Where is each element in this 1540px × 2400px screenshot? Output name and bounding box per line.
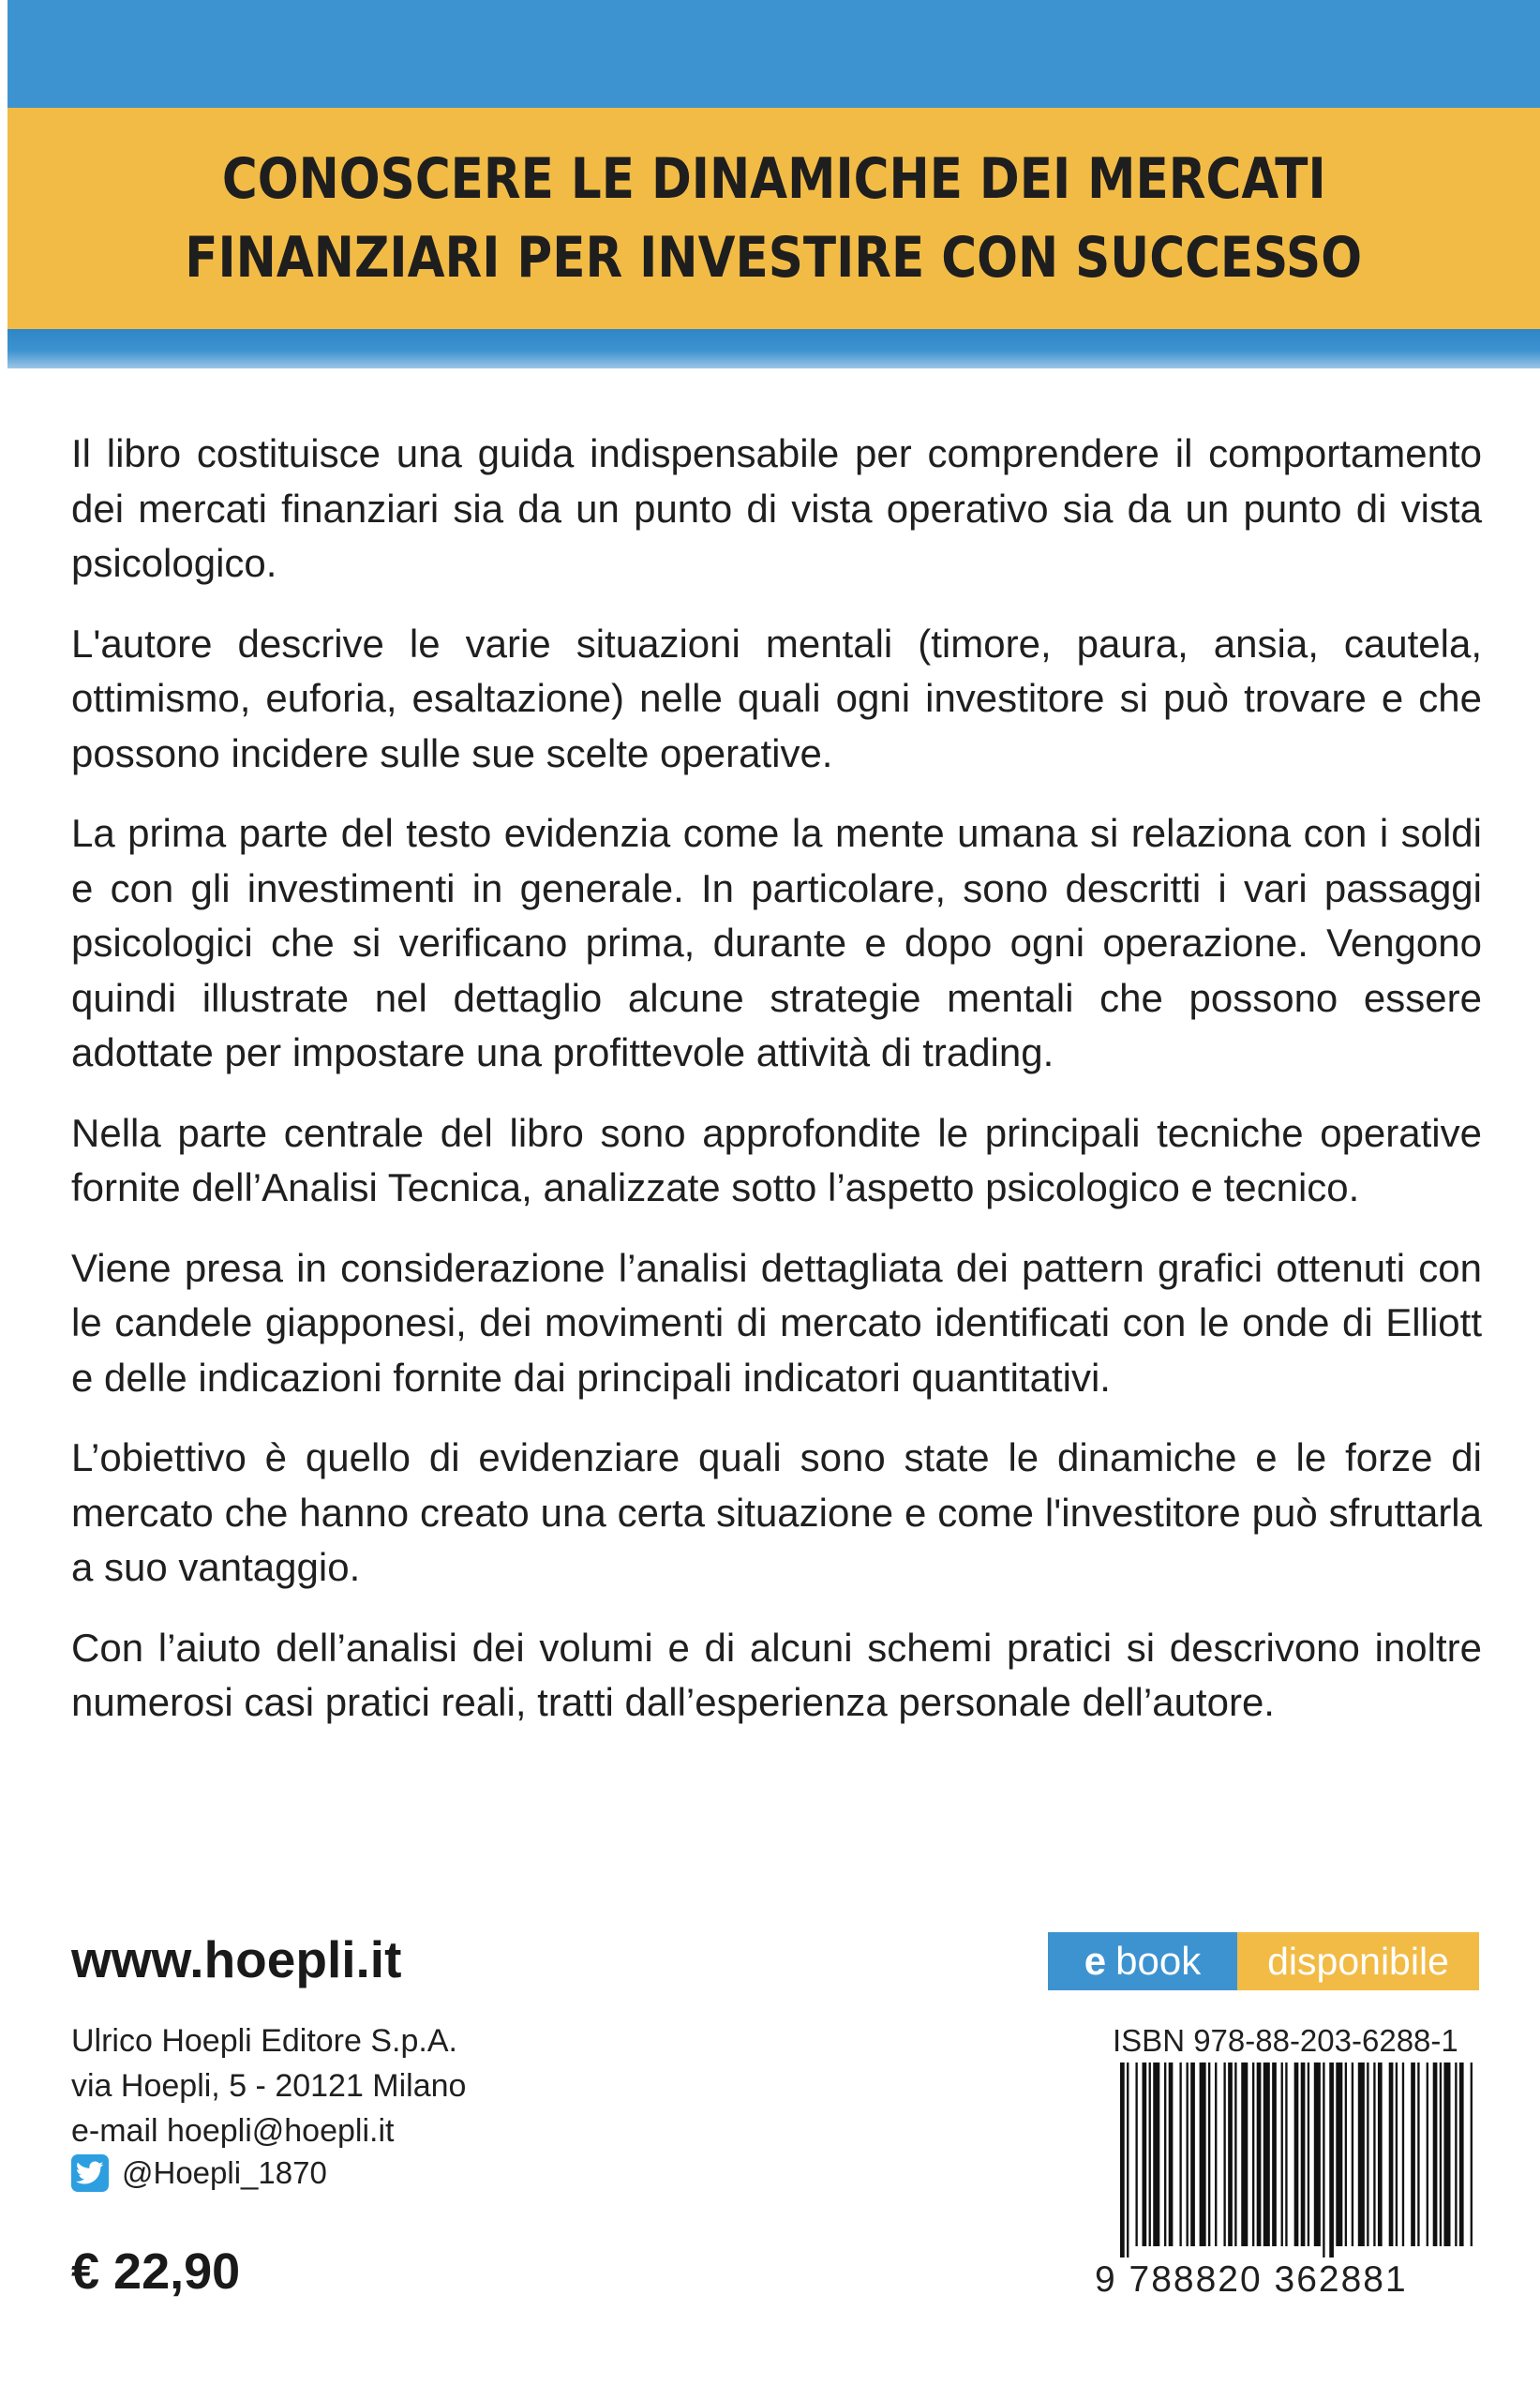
publisher-street: via Hoepli, 5 - 20121 Milano <box>71 2068 467 2104</box>
title-line-1: CONOSCERE LE DINAMICHE DEI MERCATI <box>221 146 1326 212</box>
barcode-bar <box>1281 2062 1283 2246</box>
barcode-bar <box>1352 2062 1353 2246</box>
publisher-name: Ulrico Hoepli Editore S.p.A. <box>71 2023 457 2059</box>
paragraph-3: La prima parte del testo evidenzia come la mente umana si relaziona con i soldi e con gli investimenti in generale. In particolare, sono descritti i vari passaggi psicologici che si verificano prima, durante e dopo ogni operazione. Vengono quindi illustrate nel dettaglio alcune strategie mentali che possono essere adottate per impostare una profittevole attività di trading. <box>71 811 1482 1074</box>
barcode-bar <box>1208 2062 1210 2246</box>
title-banner <box>7 108 1540 329</box>
paragraph-6: L’obiettivo è quello di evidenziare quali sono state le dinamiche e le forze di mercato che hanno creato una certa situazione e come l'investitore può sfruttarla a suo vantaggio. <box>71 1435 1482 1589</box>
barcode-bar <box>1149 2062 1151 2246</box>
barcode-bar <box>1329 2062 1334 2258</box>
barcode-bar <box>1252 2062 1254 2246</box>
barcode-bar <box>1153 2062 1159 2246</box>
barcode-bar <box>1200 2062 1206 2246</box>
barcode-bar <box>1455 2062 1457 2246</box>
paragraph-5: Viene presa in considerazione l’analisi dettagliata dei pattern grafici ottenuti con le candele giapponesi, dei movimenti di mercato identificati con le onde di Elliott e delle indicazioni fornite dai principali indicatori quantitativi. <box>71 1245 1482 1400</box>
paragraph-2: L'autore descrive le varie situazioni mentali (timore, paura, ansia, cautela, ottimismo, euforia, esaltazione) nelle quali ogni investitore si può trovare e che possono incidere sulle sue scelte operative. <box>71 621 1482 775</box>
publisher-website: www.hoepli.it <box>71 1930 402 1988</box>
barcode-bar <box>1169 2062 1174 2246</box>
barcode-bar <box>1433 2062 1438 2246</box>
barcode-bar <box>1120 2062 1125 2258</box>
barcode-bar <box>1301 2062 1306 2246</box>
barcode-bar <box>1427 2062 1428 2246</box>
barcode-bar <box>1471 2062 1473 2246</box>
description-text <box>71 427 1482 1756</box>
barcode-bar <box>1241 2062 1248 2246</box>
barcode-bar <box>1459 2062 1464 2246</box>
barcode-bar <box>1417 2062 1419 2246</box>
paragraph-7: Con l’aiuto dell’analisi dei volumi e di alcuni schemi pratici si descrivono inoltre numerosi casi pratici reali, tratti dall’esperienza personale dell’autore. <box>71 1625 1482 1724</box>
barcode-bar <box>1402 2062 1404 2246</box>
publisher-address <box>71 2018 466 2153</box>
barcode-bar <box>1164 2062 1166 2246</box>
price: € 22,90 <box>71 2243 241 2300</box>
barcode-bar <box>1143 2062 1147 2246</box>
barcode-bar <box>1215 2062 1217 2246</box>
barcode-bar <box>1190 2062 1195 2246</box>
barcode-bar <box>1127 2062 1129 2258</box>
barcode-bar <box>1323 2062 1324 2258</box>
barcode-bar <box>1336 2062 1342 2246</box>
barcode-bar <box>1358 2062 1365 2246</box>
barcode-bar <box>1223 2062 1225 2246</box>
barcode <box>1120 2062 1474 2258</box>
blue-divider-band <box>7 329 1540 368</box>
barcode-bar <box>1308 2062 1309 2246</box>
ebook-label <box>1048 1932 1237 1990</box>
barcode-bar <box>1396 2062 1398 2246</box>
barcode-bar <box>1314 2062 1321 2246</box>
ebook-available-label: disponibile <box>1237 1932 1479 1990</box>
barcode-bar <box>1187 2062 1189 2246</box>
twitter-bird-icon <box>71 2154 109 2192</box>
twitter-handle: @Hoepli_1870 <box>122 2155 327 2190</box>
barcode-bar <box>1378 2062 1383 2246</box>
barcode-bar <box>1367 2062 1368 2246</box>
paragraph-4: Nella parte centrale del libro sono approfondite le principali tecniche operative fornite dell’Analisi Tecnica, analizzate sotto l’aspetto psicologico e tecnico. <box>71 1110 1482 1209</box>
barcode-bar <box>1263 2062 1270 2246</box>
barcode-bar <box>1179 2062 1181 2246</box>
barcode-bar <box>1411 2062 1415 2246</box>
barcode-bar <box>1345 2062 1347 2246</box>
ebook-label-book: book <box>1115 1939 1202 1983</box>
barcode-bar <box>1272 2062 1277 2246</box>
ebook-available-badge <box>1048 1932 1479 1990</box>
barcode-digits: 9 788820 362881 <box>1095 2259 1408 2300</box>
barcode-bar <box>1389 2062 1394 2246</box>
barcode-bar <box>1257 2062 1262 2246</box>
barcode-bar <box>1285 2062 1287 2246</box>
title-line-2: FINANZIARI PER INVESTIRE CON SUCCESSO <box>185 225 1363 291</box>
barcode-bar <box>1135 2062 1137 2246</box>
ebook-label-e: e <box>1084 1939 1107 1983</box>
social-handle-row <box>71 2154 327 2192</box>
barcode-bar <box>1373 2062 1375 2246</box>
top-blue-band <box>7 0 1540 108</box>
barcode-bar <box>1294 2062 1299 2246</box>
barcode-bar <box>1228 2062 1233 2246</box>
barcode-bar <box>1440 2062 1442 2246</box>
isbn-label: ISBN 978-88-203-6288-1 <box>1113 2023 1458 2058</box>
barcode-bar <box>1443 2062 1450 2246</box>
paragraph-1: Il libro costituisce una guida indispensabile per comprendere il comportamento dei mercati finanziari sia da un punto di vista operativo sia da un punto di vista psicologico. <box>71 431 1482 585</box>
publisher-email: e-mail hoepli@hoepli.it <box>71 2113 395 2149</box>
barcode-bar <box>1234 2062 1236 2246</box>
